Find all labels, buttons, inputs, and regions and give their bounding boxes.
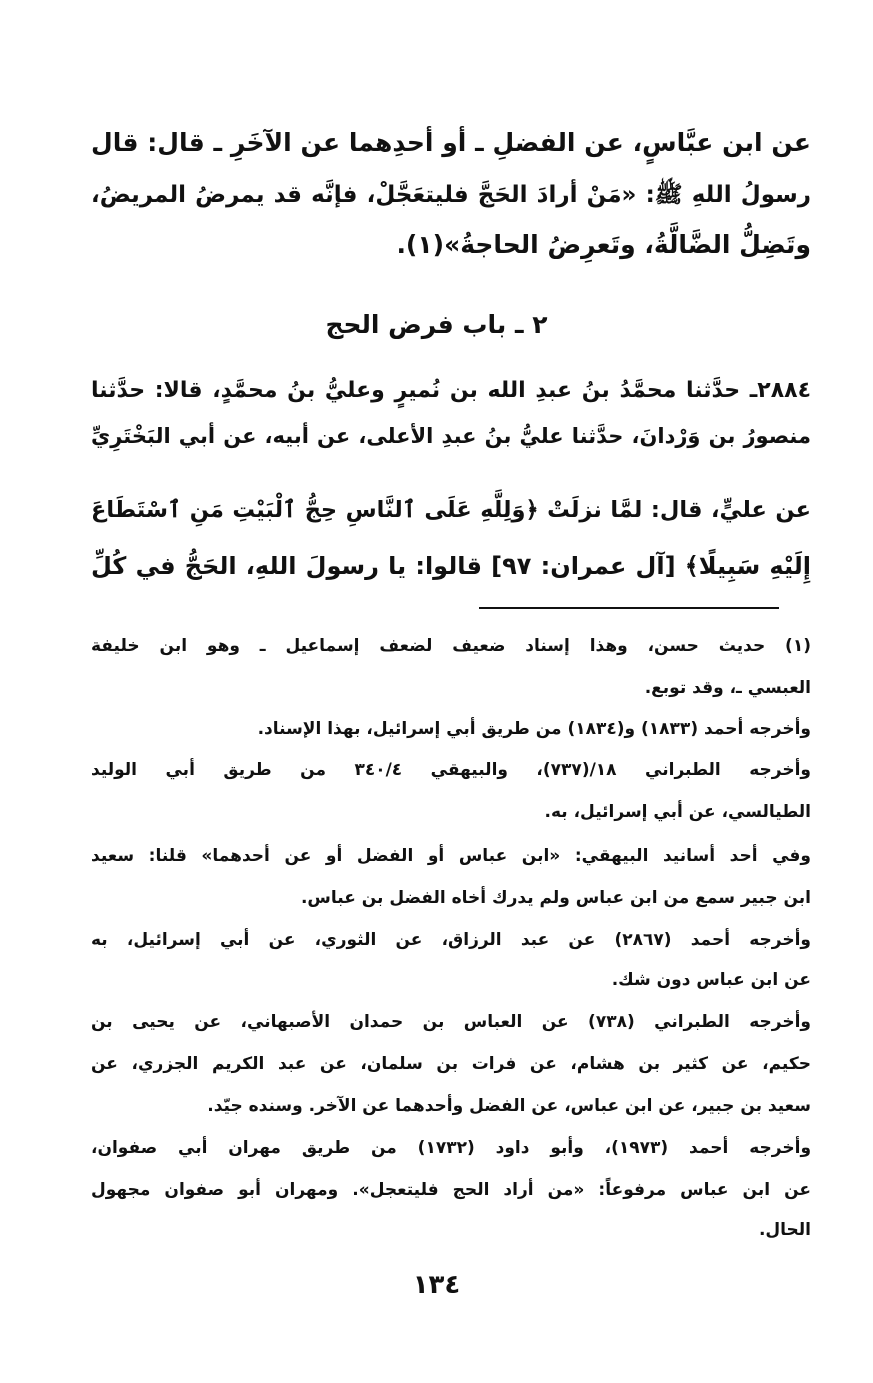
footnote-line: الحال. — [758, 1220, 811, 1240]
footnote-separator — [479, 607, 779, 609]
footnote-line: سعيد بن جبير، عن ابن عباس، عن الفضل وأحدهما عن الآخر. وسنده جيّد. — [207, 1096, 811, 1116]
footnote-line: وأخرجه الطبراني ١٨/(٧٣٧)، والبيهقي ٣٤٠/٤ من طريق أبي الوليد — [91, 760, 811, 780]
footnote-line: حكيم، عن كثير بن هشام، عن فرات بن سلمان، عن عبد الكريم الجزري، عن — [91, 1054, 811, 1074]
footnote-line: عن ابن عباس دون شك. — [611, 970, 811, 990]
footnote-line: ابن جبير سمع من ابن عباس ولم يدرك أخاه الفضل بن عباس. — [300, 888, 811, 908]
footnote-line: (١) حديث حسن، وهذا إسناد ضعيف لضعف إسماعيل ـ وهو ابن خليفة — [91, 636, 811, 656]
footnote-line: عن ابن عباس مرفوعاً: «من أراد الحج فليتعجل». ومهران أبو صفوان مجهول — [91, 1180, 811, 1200]
footnote-line: وأخرجه أحمد (١٨٣٣) و(١٨٣٤) من طريق أبي إسرائيل، بهذا الإسناد. — [257, 719, 811, 739]
hadith-text-line: إِلَيْهِ سَبِيلًا﴾ [آل عمران: ٩٧] قالوا: يا رسولَ اللهِ، الحَجُّ في كُلِّ — [91, 552, 812, 580]
footnote-line: وأخرجه أحمد (٢٨٦٧) عن عبد الرزاق، عن الثوري، عن أبي إسرائيل، به — [91, 930, 812, 950]
hadith-isnad-line: ٢٨٨٤ـ حدَّثنا محمَّدُ بنُ عبدِ الله بن نُميرٍ وعليُّ بنُ محمَّدٍ، قالا: حدَّثنا — [91, 378, 811, 403]
page-number: ١٣٤ — [412, 1270, 461, 1300]
hadith-isnad-line: منصورُ بن وَرْدانَ، حدَّثنا عليُّ بنُ عبدِ الأعلى، عن أبيه، عن أبي البَخْتَرِيِّ — [91, 424, 811, 448]
footnote-line: وأخرجه الطبراني (٧٣٨) عن العباس بن حمدان الأصبهاني، عن يحيى بن — [91, 1012, 811, 1032]
main-text-line: وتَضِلُّ الضَّالَّةُ، وتَعرِضُ الحاجةُ»(١). — [396, 230, 811, 259]
footnote-line: وأخرجه أحمد (١٩٧٣)، وأبو داود (١٧٣٢) من طريق مهران أبي صفوان، — [91, 1138, 812, 1158]
main-text-line: رسولُ اللهِ ﷺ: «مَنْ أرادَ الحَجَّ فليتعَجَّلْ، فإنَّه قد يمرضُ المريضُ، — [91, 182, 811, 208]
main-text-line: عن ابن عبَّاسٍ، عن الفضلِ ـ أو أحدِهما عن الآخَرِ ـ قال: قال — [91, 128, 811, 157]
chapter-heading: ٢ ـ باب فرض الحج — [325, 310, 548, 339]
footnote-line: العبسي ـ، وقد توبع. — [644, 678, 811, 698]
hadith-text-line: عن عليٍّ، قال: لمَّا نزلَتْ ﴿وَلِلَّهِ عَلَى ٱلنَّاسِ حِجُّ ٱلْبَيْتِ مَنِ ٱسْتَطَاعَ — [91, 497, 811, 523]
footnote-line: الطيالسي، عن أبي إسرائيل، به. — [544, 802, 811, 822]
footnote-line: وفي أحد أسانيد البيهقي: «ابن عباس أو الفضل أو عن أحدهما» قلنا: سعيد — [91, 846, 811, 866]
